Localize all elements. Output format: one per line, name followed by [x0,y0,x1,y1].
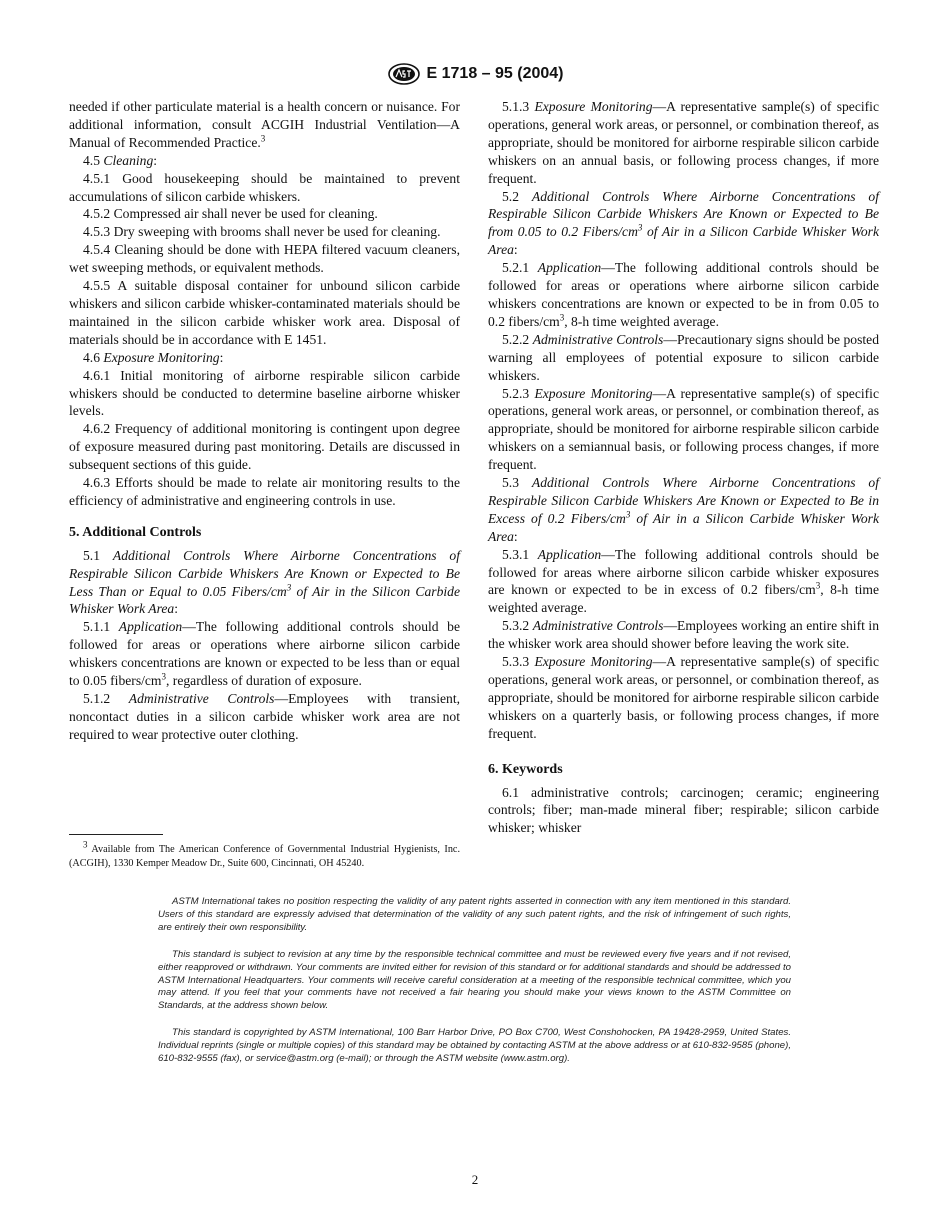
section-5-2-2: 5.2.2 Administrative Controls—Precautionary signs should be posted warning all employees of potential exposure to silicon carbide whiskers. [488,331,879,383]
section-4-5: 4.5 Cleaning: [83,152,158,168]
section-4-6-2: 4.6.2 Frequency of additional monitoring is contingent upon degree of exposure measured during past monitoring. Details are discussed in subsequent sections of this guide. [69,421,460,473]
page-number: 2 [471,1172,479,1187]
footnote-divider [69,834,163,835]
section-5-2: 5.2 Additional Controls Where Airborne Concentrations of Respirable Silicon Carbide Whiskers Are Known or Expected to Be from 0.05 to 0.2 Fibers/$cm^3$ of Air in a Silicon Carbide Whisker Work Area: [488,188,879,258]
section-5-1-2: 5.1.2 Administrative Controls—Employees with transient, noncontact duties in a silicon carbide whisker work area are not required to wear protective outer clothing. [69,691,461,742]
heading-keywords: 6. Keywords [488,761,563,777]
paragraph-continued: needed if other particulate material is a health concern or nuisance. For additional information, consult ACGIH Industrial Ventilation—A Manual of Recommended Practice.$^3$ [69,99,460,150]
section-5-3-2: 5.3.2 Administrative Controls—Employees working an entire shift in the whisker work area should shower before leaving the work site. [488,618,880,652]
section-5-1-1: 5.1.1 Application—The following additional controls should be followed for areas or operations where airborne silicon carbide whiskers concentrations are known or expected to be less than or equal to 0.05 fibers/$cm^3$, regardless of duration of exposure. [69,619,460,689]
right-column [488,98,879,837]
section-5-1-3: 5.1.3 Exposure Monitoring—A representative sample(s) of specific operations, general work areas, or personnel, or combination thereof, as appropriate, should be monitored for airborne respirable silicon carbide whiskers on an annual basis, or following process changes, if more frequent. [488,99,879,186]
left-column [69,98,460,744]
section-4-5-1: 4.5.1 Good housekeeping should be maintained to prevent accumulations of silicon carbide whiskers. [69,170,460,204]
astm-logo-icon [387,63,421,85]
section-4-6: 4.6 Exposure Monitoring: [83,349,224,365]
footnote: $^3$ Available from The American Conference of Governmental Industrial Hygienists, Inc. (ACGIH), 1330 Kemper Meadow Dr., Suite 600, Cincinnati, OH 45240. [69,839,460,869]
page-header [0,63,950,85]
patent-notice: ASTM International takes no position respecting the validity of any patent rights asserted in connection with any item mentioned in this standard. Users of this standard are expressly advised that determination of the validity of any such patent rights, and the risk of infringement of such rights, are entirely their own responsibility. [158,896,791,933]
astm-notices [158,896,791,1080]
revision-notice: This standard is subject to revision at any time by the responsible technical committee and must be reviewed every five years and if not revised, either reapproved or withdrawn. Your comments are invited either for revision of this standard or for additional standards and should be addressed to ASTM International Headquarters. Your comments will receive careful consideration at a meeting of the responsible technical committee, which you may attend. If you feel that your comments have not received a fair hearing you should make your views known to the ASTM Committee on Standards, at the address shown below. [158,948,791,1012]
section-4-5-5: 4.5.5 A suitable disposal container for unbound silicon carbide whiskers and silicon carbide whisker-contaminated materials should be maintained in the silicon carbide whisker work area. Disposal of materials should be in accordance with E 1451. [69,278,460,347]
footnote-ref[interactable]: 3 [260,133,266,144]
section-4-5-2: 4.5.2 Compressed air shall never be used for cleaning. [83,206,378,222]
section-6-1: 6.1 administrative controls; carcinogen; ceramic; engineering controls; fiber; man-made mineral fiber; respirable; silicon carbide whisker; whisker [488,784,879,836]
section-5-3-1: 5.3.1 Application—The following additional controls should be followed for areas where airborne silicon carbide whisker exposures are known or expected to be in excess of 0.2 fibers/$cm^3$, 8-h time weighted average. [488,546,879,616]
document-designation: E 1718 – 95 (2004) [426,65,564,82]
section-5-2-1: 5.2.1 Application—The following additional controls should be followed for areas or operations where airborne silicon carbide whiskers concentrations are known or expected to be in from 0.05 to 0.2 fibers/$cm^3$, 8-h time weighted average. [488,260,879,329]
section-5-2-3: 5.2.3 Exposure Monitoring—A representative sample(s) of specific operations, general work areas, or personnel, or combination thereof, as appropriate, should be monitored for airborne respirable silicon carbide whiskers on a semiannual basis, or following process changes, if more frequent. [488,385,879,473]
section-4-6-3: 4.6.3 Efforts should be made to relate air monitoring results to the efficiency of administrative and engineering controls in use. [69,475,460,508]
section-5-3: 5.3 Additional Controls Where Airborne Concentrations of Respirable Silicon Carbide Whiskers Are Known or Expected to Be in Excess of 0.2 Fibers/$cm^3$ of Air in a Silicon Carbide Whisker Work Area: [488,475,879,544]
copyright-notice: This standard is copyrighted by ASTM International, 100 Barr Harbor Drive, PO Box C700, West Conshohocken, PA 19428-2959, United States. Individual reprints (single or multiple copies) of this standard may be obtained by contacting ASTM at the above address or at 610-832-9585 (phone), 610-832-9555 (fax), or service@astm.org (e-mail); or through the ASTM website (www.astm.org). [158,1027,791,1065]
section-5-3-3: 5.3.3 Exposure Monitoring—A representative sample(s) of specific operations, general work areas, or personnel, or combination thereof, as appropriate, should be monitored for airborne respirable silicon carbide whiskers on a quarterly basis, or following process changes, if more frequent. [488,654,879,741]
section-4-5-3: 4.5.3 Dry sweeping with brooms shall never be used for cleaning. [83,224,441,240]
section-4-6-1: 4.6.1 Initial monitoring of airborne respirable silicon carbide whiskers should be conducted to determine baseline airborne whisker levels. [69,367,460,419]
section-4-5-4: 4.5.4 Cleaning should be done with HEPA filtered vacuum cleaners, wet sweeping methods, or equivalent methods. [69,242,460,276]
heading-additional-controls: 5. Additional Controls [69,524,202,540]
section-5-1: 5.1 Additional Controls Where Airborne Concentrations of Respirable Silicon Carbide Whiskers Are Known or Expected to Be Less Than or Equal to 0.05 Fibers/$cm^3$ of Air in the Silicon Carbide Whisker Work Area: [69,547,460,617]
